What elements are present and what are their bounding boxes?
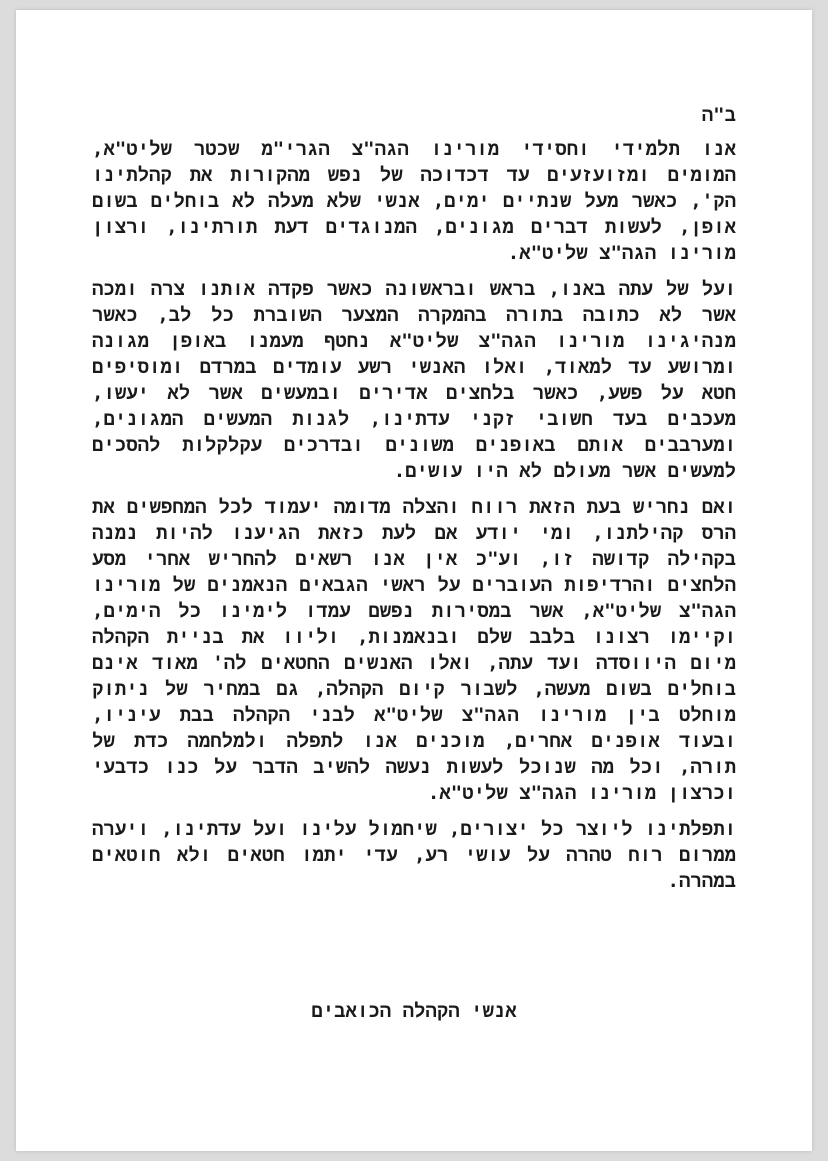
letter-body	[92, 102, 736, 904]
signature: אנשי הקהלה הכואבים	[311, 1000, 517, 1022]
paragraph-2: ועל של עתה באנו, בראש ובראשונה כאשר פקדה אותנו צרה ומכה אשר לא כתובה בתורה בהמקרה המצער השוברת כל לב, כאשר מנהיגינו מורינו הגה"צ שליט"א נחטף מעמנו באופן מגונה ומרושע עד למאוד, ואלו האנשי רשע עומדים במרדם ומוסיפים חטא על פשע, כאשר בלחצים אדירים ובמעשים אשר לא יעשו, מעכבים בעד חשובי זקני עדתינו, לגנות המעשים המגונים, ומערבבים אותם באופנים משונים ובדרכים עקלקלות להסכים למעשים אשר מעולם לא היו עושים.	[92, 278, 736, 482]
paragraph-1: אנו תלמידי וחסידי מורינו הגה"צ הגרי"מ שכטר שליט"א, המומים ומזועזעים עד דכדוכה של נפש מהקורות את קהלתינו הק', כאשר מעל שנתיים ימים, אנשי שלא מעלה לא בוחלים בשום אופן, לעשות דברים מגונים, המנוגדים דעת תורתינו, ורצון מורינו הגה"צ שליט"א.	[92, 138, 736, 264]
paragraph-3: ואם נחריש בעת הזאת רווח והצלה מדומה יעמוד לכל המחפשים את הרס קהילתנו, ומי יודע אם לעת כזאת הגיענו להיות נמנה בקהילה קדושה זו, וע"כ אין אנו רשאים להחריש אחרי מסע הלחצים והרדיפות העוברים על ראשי הגבאים הנאמנים של מורינו הגה"צ שליט"א, אשר במסירות נפשם עמדו לימינו כל הימים, וקיימו רצונו בלבב שלם ובנאמנות, וליוו את בניית הקהלה מיום היווסדה ועד עתה, ואלו האנשים החטאים לה' מאוד אינם בוחלים בשום מעשה, לשבור קיום הקהלה, גם במחיר של ניתוק מוחלט בין מורינו הגה"צ שליט"א לבני הקהלה בבת עיניו, ובעוד אופנים אחרים, מוכנים אנו לתפלה ולמלחמה כדת של תורה, וכל מה שנוכל לעשות נעשה להשיב הדבר על כנו כדבעי וכרצון מורינו הגה"צ שליט"א.	[92, 496, 737, 804]
header-bh: ב"ה	[701, 104, 736, 126]
paragraph-4: ותפלתינו ליוצר כל יצורים, שיחמול עלינו ועל עדתינו, ויערה ממרום רוח טהרה על עושי רע, עדי יתמו חטאים ולא חוטאים במהרה.	[92, 818, 736, 892]
document-page	[16, 10, 812, 1151]
